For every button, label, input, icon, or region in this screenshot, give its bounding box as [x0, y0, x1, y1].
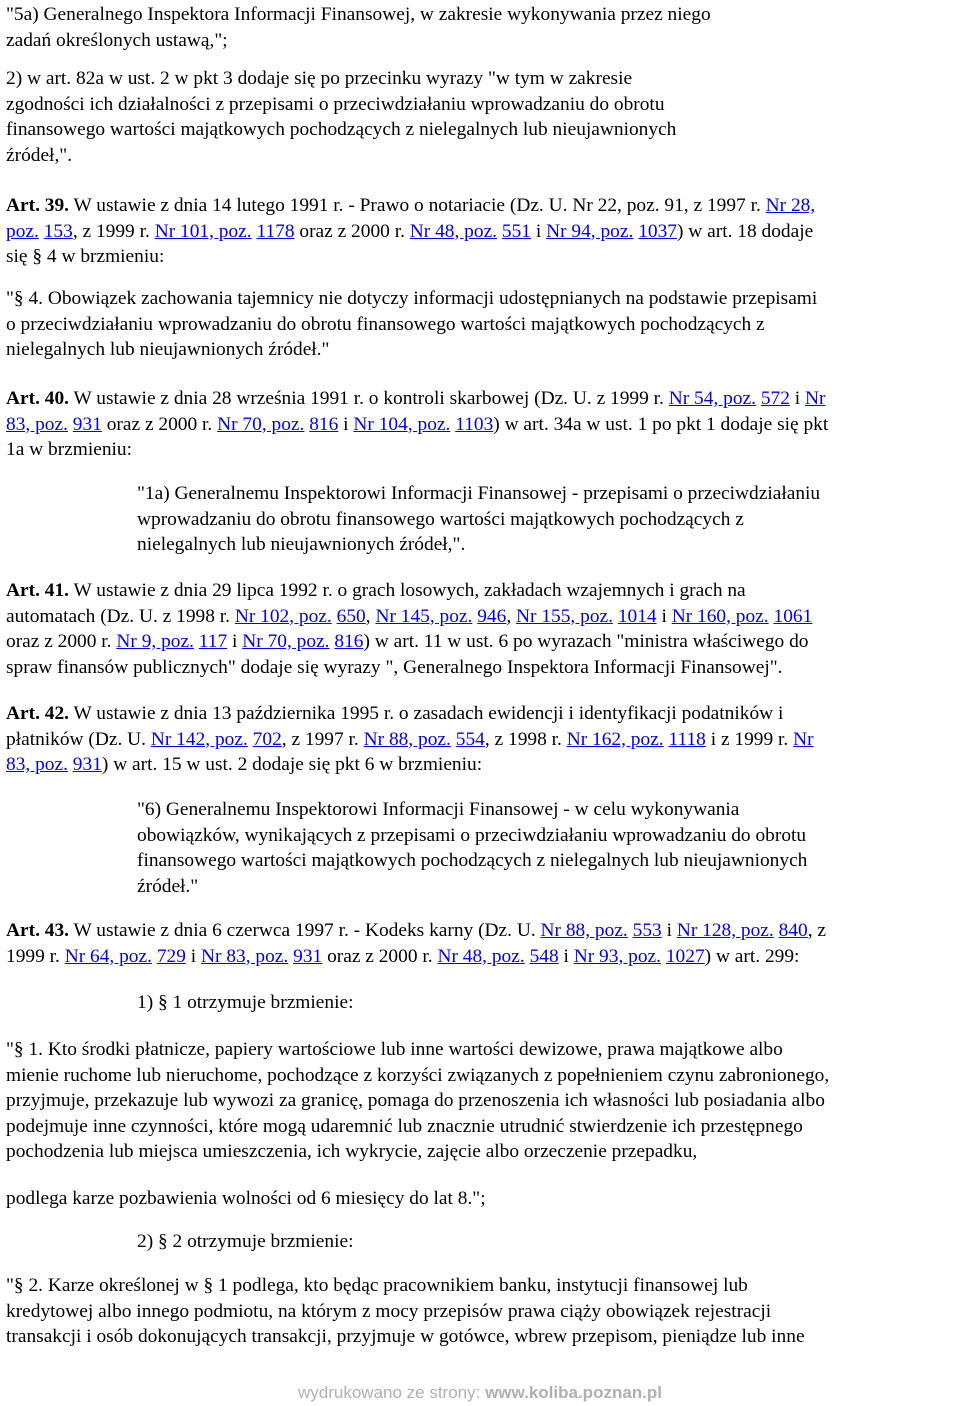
- legal-reference-link[interactable]: 548: [529, 945, 559, 967]
- legal-reference-link[interactable]: Nr 48, poz.: [409, 220, 498, 242]
- legal-reference-link[interactable]: Nr 160, poz.: [671, 605, 769, 627]
- legal-reference-link[interactable]: Nr 102, poz.: [234, 605, 332, 627]
- quoted-paragraph-6: "6) Generalnemu Inspektorowi Informacji Finansowej - w celu wykonywania obowiązków, wynikających z przepisami o przeciwdziałaniu wprowadzaniu do obrotu finansowego wartości majątkowych pochodzących z nielegalnych lub nieujawnionych źródeł.": [137, 799, 808, 897]
- legal-reference-link[interactable]: 1178: [256, 220, 295, 242]
- paragraph-5a: "5a) Generalnego Inspektora Informacji Finansowej, w zakresie wykonywania przez niego zadań określonych ustawą,";: [6, 4, 711, 51]
- legal-reference-link[interactable]: 1118: [668, 728, 706, 750]
- legal-reference-link[interactable]: Nr 88, poz.: [363, 728, 451, 750]
- site-name: www.koliba.poznan.pl: [485, 1383, 663, 1402]
- legal-reference-link[interactable]: 572: [760, 388, 790, 409]
- list-item-2: 2) § 2 otrzymuje brzmienie:: [137, 1231, 354, 1252]
- legal-reference-link[interactable]: 931: [293, 945, 323, 967]
- legal-reference-link[interactable]: Nr 128, poz.: [676, 920, 774, 941]
- article-label: Art. 42.: [6, 703, 70, 724]
- article-label: Art. 43.: [6, 920, 70, 941]
- legal-reference-link[interactable]: Nr 9, poz.: [116, 631, 194, 652]
- print-footer: wydrukowano ze strony: www.koliba.poznan.pl: [297, 1383, 663, 1402]
- legal-reference-link[interactable]: 816: [334, 631, 364, 652]
- legal-reference-link[interactable]: Nr 142, poz.: [150, 728, 248, 750]
- legal-reference-link[interactable]: 931: [72, 413, 102, 435]
- legal-reference-link[interactable]: Nr 48, poz.: [437, 945, 525, 967]
- legal-reference-link[interactable]: poz.: [6, 220, 39, 242]
- legal-reference-link[interactable]: 553: [632, 920, 662, 941]
- legal-reference-link[interactable]: 729: [156, 945, 186, 967]
- legal-reference-link[interactable]: 840: [778, 920, 808, 941]
- legal-reference-link[interactable]: 650: [336, 605, 366, 627]
- paragraph-section-1: "§ 1. Kto środki płatnicze, papiery wartościowe lub inne wartości dewizowe, prawa majątkowe albo mienie ruchome lub nieruchome, pochodzące z korzyści związanych z popełnieniem czynu zabronionego, przyjmuje, przekazuje lub wywozi za granicę, pomaga do przenoszenia ich własności lub posiadania albo podejmuje inne czynności, które mogą udaremnić lub znacznie utrudnić stwierdzenie ich przestępnego pochodzenia lub miejsca umieszczenia, ich wykrycie, zajęcie albo orzeczenie przepadku,: [6, 1039, 830, 1162]
- legal-reference-link[interactable]: 1103: [455, 413, 494, 435]
- paragraph-penalty: podlega karze pozbawienia wolności od 6 miesięcy do lat 8.";: [6, 1188, 486, 1209]
- paragraph-section-4: "§ 4. Obowiązek zachowania tajemnicy nie dotyczy informacji udostępnianych na podstawie przepisami o przeciwdziałaniu wprowadzaniu do obrotu finansowego wartości majątkowych pochodzących z nielegalnych lub nieujawnionych źródeł.": [6, 288, 818, 360]
- legal-reference-link[interactable]: 946: [477, 605, 507, 627]
- legal-reference-link[interactable]: Nr 83, poz.: [201, 945, 289, 967]
- legal-reference-link[interactable]: 153: [43, 220, 73, 242]
- legal-reference-link[interactable]: Nr 88, poz.: [540, 920, 628, 941]
- legal-reference-link[interactable]: Nr: [805, 388, 826, 409]
- article-43: Art. 43. W ustawie z dnia 6 czerwca 1997 r. - Kodeks karny (Dz. U. Nr 88, poz. 553 i Nr 128, poz. 840, z 1999 r. Nr 64, poz. 729 i Nr 83, poz. 931 oraz z 2000 r. Nr 48, poz. 548 i Nr 93, poz. 1027) w art. 299:: [6, 920, 827, 967]
- legal-reference-link[interactable]: Nr 93, poz.: [573, 945, 661, 967]
- article-label: Art. 40.: [6, 388, 70, 409]
- legal-reference-link[interactable]: 1037: [638, 220, 677, 242]
- legal-reference-link[interactable]: 83, poz.: [6, 754, 68, 775]
- paragraph-art82a: 2) w art. 82a w ust. 2 w pkt 3 dodaje się po przecinku wyrazy "w tym w zakresie zgodności ich działalności z przepisami o przeciwdziałaniu wprowadzaniu do obrotu finansowego wartości majątkowych pochodzących z nielegalnych lub nieujawnionych źródeł,".: [6, 68, 677, 166]
- legal-reference-link[interactable]: 1014: [617, 605, 657, 627]
- legal-reference-link[interactable]: 816: [309, 413, 339, 435]
- list-item-1: 1) § 1 otrzymuje brzmienie:: [137, 992, 354, 1013]
- legal-reference-link[interactable]: Nr 54, poz.: [668, 388, 756, 409]
- legal-reference-link[interactable]: 1061: [773, 605, 813, 627]
- legal-reference-link[interactable]: 117: [198, 631, 228, 652]
- article-label: Art. 41.: [6, 580, 70, 601]
- legal-reference-link[interactable]: 1027: [665, 945, 705, 967]
- legal-reference-link[interactable]: Nr 94, poz.: [546, 220, 634, 242]
- legal-reference-link[interactable]: Nr 155, poz.: [516, 605, 613, 627]
- legal-reference-link[interactable]: Nr 28,: [765, 195, 816, 216]
- article-42: Art. 42. W ustawie z dnia 13 października 1995 r. o zasadach ewidencji i identyfikacji podatników i płatników (Dz. U. Nr 142, poz. 702, z 1997 r. Nr 88, poz. 554, z 1998 r. Nr 162, poz. 1118 i z 1999 r. Nr 83, poz. 931) w art. 15 w ust. 2 dodaje się pkt 6 w brzmieniu:: [6, 703, 814, 775]
- legal-reference-link[interactable]: Nr 145, poz.: [375, 605, 473, 627]
- paragraph-section-2: "§ 2. Karze określonej w § 1 podlega, kto będąc pracownikiem banku, instytucji finansowej lub kredytowej albo innego podmiotu, na którym z mocy przepisów prawa ciąży obowiązek rejestracji transakcji i osób dokonujących transakcji, przyjmuje w gotówce, wbrew przepisom, pieniądze lub inne: [6, 1275, 805, 1347]
- legal-reference-link[interactable]: Nr 104, poz.: [353, 413, 451, 435]
- legal-reference-link[interactable]: 931: [72, 754, 102, 775]
- legal-reference-link[interactable]: Nr 70, poz.: [242, 631, 330, 652]
- legal-reference-link[interactable]: Nr: [793, 728, 814, 750]
- legal-reference-link[interactable]: 83, poz.: [6, 413, 68, 435]
- legal-reference-link[interactable]: 702: [252, 728, 282, 750]
- article-label: Art. 39.: [6, 195, 70, 216]
- legal-reference-link[interactable]: Nr 64, poz.: [64, 945, 152, 967]
- legal-reference-link[interactable]: 554: [455, 728, 485, 750]
- legal-reference-link[interactable]: Nr 162, poz.: [566, 728, 664, 750]
- article-40: Art. 40. W ustawie z dnia 28 września 1991 r. o kontroli skarbowej (Dz. U. z 1999 r. Nr 54, poz. 572 i Nr 83, poz. 931 oraz z 2000 r. Nr 70, poz. 816 i Nr 104, poz. 1103) w art. 34a w ust. 1 po pkt 1 dodaje się pkt 1a w brzmieniu:: [6, 388, 829, 460]
- legal-reference-link[interactable]: Nr 101, poz.: [154, 220, 252, 242]
- article-41: Art. 41. W ustawie z dnia 29 lipca 1992 r. o grach losowych, zakładach wzajemnych i grach na automatach (Dz. U. z 1998 r. Nr 102, poz. 650, Nr 145, poz. 946, Nr 155, poz. 1014 i Nr 160, poz. 1061 oraz z 2000 r. Nr 9, poz. 117 i Nr 70, poz. 816) w art. 11 w ust. 6 po wyrazach "ministra właściwego do spraw finansów publicznych" dodaje się wyrazy ", Generalnego Inspektora Informacji Finansowej".: [6, 580, 813, 678]
- legal-reference-link[interactable]: Nr 70, poz.: [217, 413, 305, 435]
- article-39: Art. 39. W ustawie z dnia 14 lutego 1991 r. - Prawo o notariacie (Dz. U. Nr 22, poz. 91, z 1997 r. Nr 28, poz. 153, z 1999 r. Nr 101, poz. 1178 oraz z 2000 r. Nr 48, poz. 551 i Nr 94, poz. 1037) w art. 18 dodaje się § 4 w brzmieniu:: [6, 195, 816, 267]
- quoted-paragraph-1a: "1a) Generalnemu Inspektorowi Informacji Finansowej - przepisami o przeciwdziałaniu wprowadzaniu do obrotu finansowego wartości majątkowych pochodzących z nielegalnych lub nieujawnionych źródeł,".: [137, 483, 821, 555]
- legal-reference-link[interactable]: 551: [501, 220, 531, 242]
